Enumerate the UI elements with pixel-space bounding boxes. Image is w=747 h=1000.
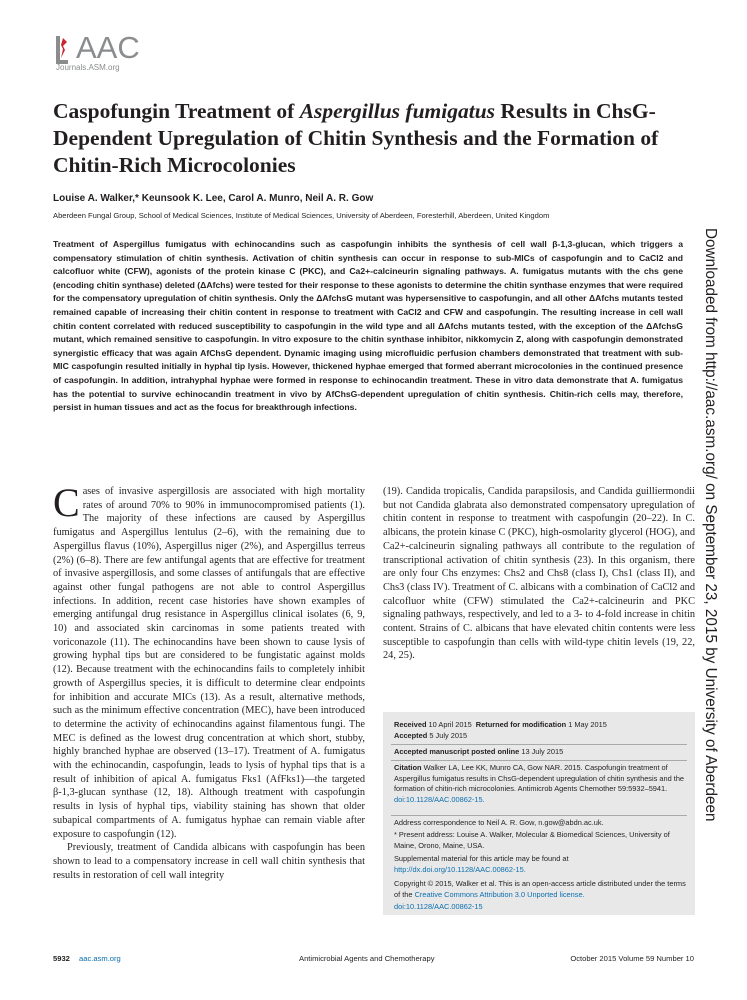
aam-label: Accepted manuscript posted online	[394, 747, 520, 756]
aac-logo-icon	[54, 36, 70, 66]
supplemental	[394, 854, 686, 875]
received-date: 10 April 2015	[428, 720, 472, 729]
divider	[391, 744, 687, 745]
aam-date: 13 July 2015	[521, 747, 564, 756]
body-paragraph-2: Previously, treatment of Candida albicans with caspofungin has been shown to lead to a compensatory increase in cell wall chitin synthesis that results in restoration of cell wall integrity	[53, 842, 365, 881]
journal-site-link[interactable]: aac.asm.org	[79, 954, 121, 963]
present-address: * Present address: Louise A. Walker, Molecular & Biomedical Sciences, University of Maine, Orono, Maine, USA.	[394, 830, 670, 850]
logo-subtext: Journals.ASM.org	[56, 63, 120, 72]
body-paragraph-1-text: ases of invasive aspergillosis are associated with high mortality rates of around 70% to 90% in immunocompromised patients (1). The majority of these infections are caused by Aspergillus fumigatus and Aspergillus lentulus (2–6), with the remaining due to Aspergillus flavus (10%), Aspergillus niger (2%), and Aspergillus terreus (2%) (6–8). There are few antifungal agents that are effective for treatment of invasive aspergillosis, and some classes of antifungals that are effective against other fungal pathogens are not able to control Aspergillus infections. In addition, recent case histories have shown examples of emerging antifungal drug resistance in Aspergillus clinical isolates (6, 9, 10) and associated skin carcinomas in some patients treated with voriconazole (11). The echinocandins have been shown to cause lysis of growing hyphal tips but are considered to be fungistatic against molds (12). Because treatment with the echinocandins fails to completely inhibit growth of Aspergillus species, it is difficult to determine clear endpoints for inhibition and accurate MICs (13). As a result, alternative methods, such as the minimum effective concentration (MEC), have been introduced to determine the activity of echinocandins against filamentous fungi. The MEC is defined as the lowest drug concentration at which short, stubby, highly branched hyphae are observed (13–17). Treatment of A. fumigatus with the echinocandin, caspofungin, leads to lysis of hyphal tips that is a result of inhibition of apical A. fumigatus Fks1 (AfFks1)—the targeted β-1,3-glucan synthase (12, 18). Although treatment with caspofungin results in lysis of hyphal tips, viability staining has shown that older subapical compartments of A. fumigatus hyphae can remain viable after exposure to caspofungin (12).	[53, 486, 365, 840]
accepted-date: 5 July 2015	[429, 731, 468, 740]
download-notice-text: Downloaded from http://aac.asm.org/ on September 23, 2015 by University of Aberdeen	[702, 228, 719, 822]
citation-text: Walker LA, Lee KK, Munro CA, Gow NAR. 2015. Caspofungin treatment of Aspergillus fumigatus results in ChsG-dependent upregulation of chitin synthesis and the formation of chitin-rich microcolonies. Antimicrob Agents Chemother 59:5932–5941.	[394, 763, 685, 794]
citation-label: Citation	[394, 763, 422, 772]
divider	[391, 760, 687, 761]
author-list: Louise A. Walker,* Keunsook K. Lee, Carol A. Munro, Neil A. R. Gow	[53, 193, 374, 204]
journal-name: Antimicrobial Agents and Chemotherapy	[299, 954, 435, 963]
returned-label: Returned for modification	[475, 720, 567, 729]
body-paragraph-3: (19). Candida tropicalis, Candida parapsilosis, and Candida guilliermondii but not Candida glabrata also demonstrated compensatory upregulation of chitin content in response to treatment with caspofungin (20–22). In C. albicans, the protein kinase C (PKC), high-osmolarity glycerol (HOG), and Ca2+-calcineurin signaling pathways all contribute to the regulation of transcriptional activation of chitin synthesis (23). In this organism, there are only four Chs enzymes: Chs2 and Chs8 (class I), Chs1 (class II), and Chs3 (class IV). Treatment of C. albicans with a combination of CaCl2 and calcofluor white (CFW) stimulated the Ca2+-calcineurin and PKC signaling pathways, respectively, and led to a 3- to 4-fold increase in chitin content. Strains of C. albicans that have elevated chitin contents were less susceptible to caspofungin than cells with wild-type chitin levels (19, 22, 24, 25).	[383, 486, 695, 662]
citation-doi-link[interactable]: doi:10.1128/AAC.00862-15.	[394, 795, 485, 805]
body-paragraph-1	[53, 480, 365, 841]
doi-link[interactable]: doi:10.1128/AAC.00862-15	[394, 902, 483, 911]
title-part-1: Caspofungin Treatment of	[53, 99, 300, 123]
copyright	[394, 879, 686, 900]
page-number: 5932	[53, 954, 70, 963]
download-notice	[702, 228, 723, 822]
article-info-box	[383, 712, 695, 915]
logo-text: AAC	[76, 30, 140, 65]
abstract: Treatment of Aspergillus fumigatus with echinocandins such as caspofungin inhibits the synthesis of cell wall β-1,3-glucan, which triggers a compensatory stimulation of chitin synthesis. Activation of chitin synthesis can occur in response to sub-MICs of caspofungin and to CaCl2 and calcofluor white (CFW), agonists of the protein kinase C (PKC), and Ca2+-calcineurin signaling pathways. A. fumigatus mutants with the chs gene (encoding chitin synthase) deleted (ΔAfchs) were tested for their response to these agonists to determine the chitin synthase enzymes that were required for the compensatory upregulation of chitin synthesis. Only the ΔAfchsG mutant was hypersensitive to caspofungin, and all other ΔAfchs mutants tested remained capable of increasing their chitin content in response to treatment with CaCl2 and CFW and caspofungin. The resulting increase in cell wall chitin content correlated with reduced susceptibility to caspofungin in the wild type and all ΔAfchs mutants tested, with the exception of the ΔAfchsG mutant, which remained sensitive to caspofungin. In vitro exposure to the chitin synthase inhibitor, nikkomycin Z, along with caspofungin demonstrated synergistic efficacy that was again AfChsG dependent. Dynamic imaging using microfluidic perfusion chambers demonstrated that treatment with sub-MIC caspofungin resulted initially in hyphal tip lysis. However, thickened hyphae emerged that formed aberrant microcolonies in the continued presence of caspofungin. In addition, intrahyphal hyphae were formed in response to echinocandin treatment. These in vitro data demonstrate that A. fumigatus has the potential to survive echinocandin treatment in vivo by AfChsG-dependent upregulation of chitin synthesis. Chitin-rich cells may, therefore, persist in human tissues and act as the focus for breakthrough infections.	[53, 239, 683, 413]
affiliation: Aberdeen Fungal Group, School of Medical Sciences, Institute of Medical Sciences, University of Aberdeen, Foresterhill, Aberdeen, United Kingdom	[53, 211, 550, 220]
supplemental-text: Supplemental material for this article may be found at	[394, 854, 569, 863]
copyright-text: Copyright © 2015, Walker et al. This is an open-access article distributed under the terms of the	[394, 879, 686, 899]
correspondence: Address correspondence to Neil A. R. Gow, n.gow@abdn.ac.uk.	[394, 818, 604, 827]
supplemental-link[interactable]: http://dx.doi.org/10.1128/AAC.00862-15.	[394, 864, 526, 874]
issue-info: October 2015 Volume 59 Number 10	[570, 954, 694, 963]
body-column-left	[53, 480, 365, 882]
title-part-2-italic: Aspergillus fumigatus	[299, 99, 496, 123]
body-column-right	[383, 485, 695, 663]
title-part-3: Results in ChsG-Dependent Upregulation of Chitin Synthesis and the Formation of Chitin-Rich Microcolonies	[53, 99, 659, 177]
license-link[interactable]: Creative Commons Attribution 3.0 Unported license.	[414, 889, 585, 899]
returned-date: 1 May 2015	[568, 720, 607, 729]
received-label: Received	[394, 720, 427, 729]
divider	[391, 815, 687, 816]
doi	[394, 902, 686, 913]
accepted-label: Accepted	[394, 731, 428, 740]
article-title	[53, 98, 693, 179]
history-received	[394, 720, 686, 731]
history-aam	[394, 747, 686, 758]
journal-logo[interactable]	[54, 30, 146, 76]
citation	[394, 763, 686, 806]
drop-cap: C	[53, 480, 80, 525]
history-accepted	[394, 731, 686, 742]
